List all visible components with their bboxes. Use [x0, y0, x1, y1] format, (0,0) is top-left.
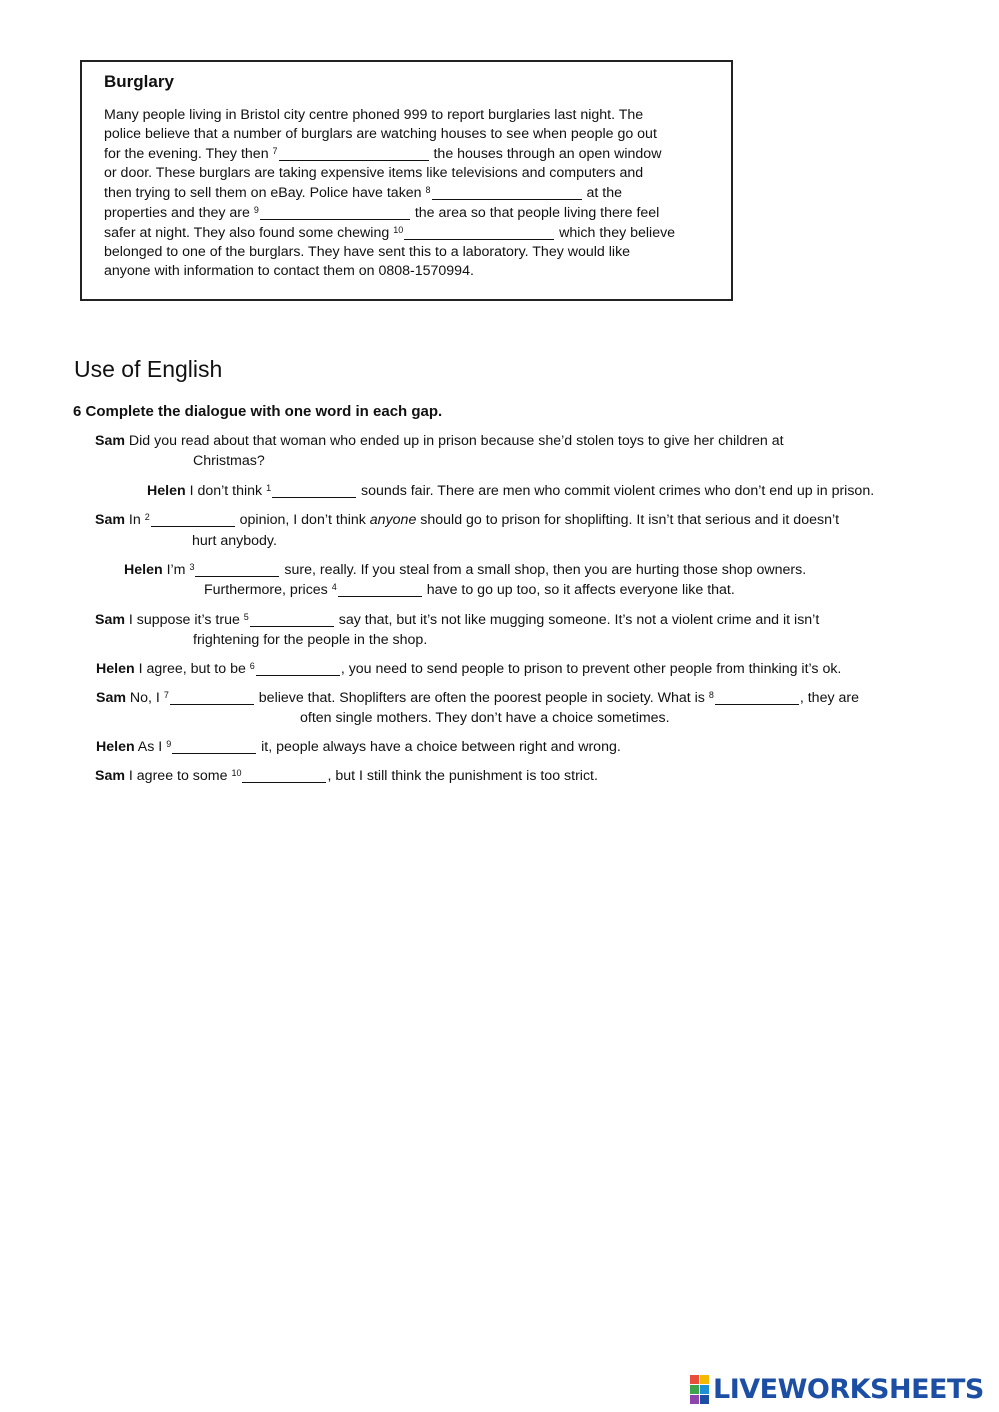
speaker-name: Helen	[124, 562, 163, 578]
reading-line-2: police believe that a number of burglars are watching houses to see when people go out	[104, 126, 657, 142]
reading-line-5: then trying to sell them on eBay. Police have taken $^8$ at the	[104, 185, 622, 201]
dialogue-line-cont: Christmas?	[193, 453, 265, 469]
dialogue-line: Helen As I $^9$ it, people always have a choice between right and wrong.	[96, 739, 621, 755]
gap-input-d7[interactable]	[170, 691, 254, 705]
reading-line-3: for the evening. They then $^7$ the houses through an open window	[104, 146, 662, 162]
dialogue-line: Sam I agree to some $^{10}$ , but I still think the punishment is too strict.	[95, 768, 598, 784]
gap-input-d10[interactable]	[242, 769, 326, 783]
dialogue-line-cont: often single mothers. They don’t have a choice sometimes.	[300, 710, 670, 726]
reading-line-7: safer at night. They also found some chewing $^{10}$ which they believe	[104, 225, 676, 241]
reading-line-6: properties and they are $^9$ the area so that people living there feel	[104, 205, 660, 221]
dialogue-line-cont: frightening for the people in the shop.	[193, 632, 428, 648]
speaker-name: Helen	[96, 739, 135, 755]
dialogue-line: Helen I’m $^3$ sure, really. If you steal from a small shop, then you are hurting those shop owners.	[124, 562, 807, 578]
gap-input-9[interactable]	[260, 206, 410, 220]
gap-input-4[interactable]	[338, 583, 422, 597]
gap-input-6[interactable]	[256, 662, 340, 676]
dialogue-line: Sam In $^2$ opinion, I don’t think anyone should go to prison for shoplifting. It isn’t that serious and it doesn’t	[95, 512, 840, 528]
dialogue-line: Helen I don’t think $^1$ sounds fair. There are men who commit violent crimes who don’t end up in prison.	[147, 483, 875, 499]
dialogue-line: Helen I agree, but to be $^6$ , you need to send people to prison to prevent other people from thinking it’s ok.	[96, 661, 842, 677]
speaker-name: Sam	[95, 612, 125, 628]
dialogue-line-cont: hurt anybody.	[192, 533, 277, 549]
logo-text: LIVEWORKSHEETS	[713, 1373, 984, 1405]
reading-line-1: Many people living in Bristol city centre phoned 999 to report burglaries last night. The	[104, 107, 644, 123]
reading-title: Burglary	[104, 72, 174, 91]
liveworksheets-logo	[690, 1374, 984, 1404]
logo-blocks-icon	[690, 1375, 709, 1404]
gap-input-d9[interactable]	[172, 740, 256, 754]
gap-input-10[interactable]	[404, 226, 554, 240]
gap-input-d8[interactable]	[715, 691, 799, 705]
speaker-name: Helen	[147, 483, 186, 499]
speaker-name: Sam	[95, 768, 125, 784]
gap-input-3[interactable]	[195, 563, 279, 577]
reading-line-4: or door. These burglars are taking expensive items like televisions and computers and	[104, 165, 644, 181]
dialogue-line: Sam I suppose it’s true $^5$ say that, but it’s not like mugging someone. It’s not a violent crime and it isn’t	[95, 612, 820, 628]
dialogue-line: Sam No, I $^7$ believe that. Shoplifters are often the poorest people in society. What is $^8$ , they are	[96, 690, 860, 706]
gap-input-2[interactable]	[151, 513, 235, 527]
dialogue-line-cont: Furthermore, prices $^4$ have to go up too, so it affects everyone like that.	[204, 582, 735, 598]
reading-line-9: anyone with information to contact them on 0808-1570994.	[104, 263, 474, 279]
gap-input-7[interactable]	[279, 147, 429, 161]
section-title: Use of English	[74, 356, 223, 382]
gap-input-5[interactable]	[250, 613, 334, 627]
speaker-name: Helen	[96, 661, 135, 677]
speaker-name: Sam	[96, 690, 126, 706]
gap-input-1[interactable]	[272, 484, 356, 498]
dialogue-line: Sam Did you read about that woman who ended up in prison because she’d stolen toys to give her children at	[95, 433, 784, 449]
gap-input-8[interactable]	[432, 186, 582, 200]
task-instruction: 6 Complete the dialogue with one word in each gap.	[73, 403, 443, 420]
speaker-name: Sam	[95, 433, 125, 449]
speaker-name: Sam	[95, 512, 125, 528]
reading-line-8: belonged to one of the burglars. They have sent this to a laboratory. They would like	[104, 244, 631, 260]
